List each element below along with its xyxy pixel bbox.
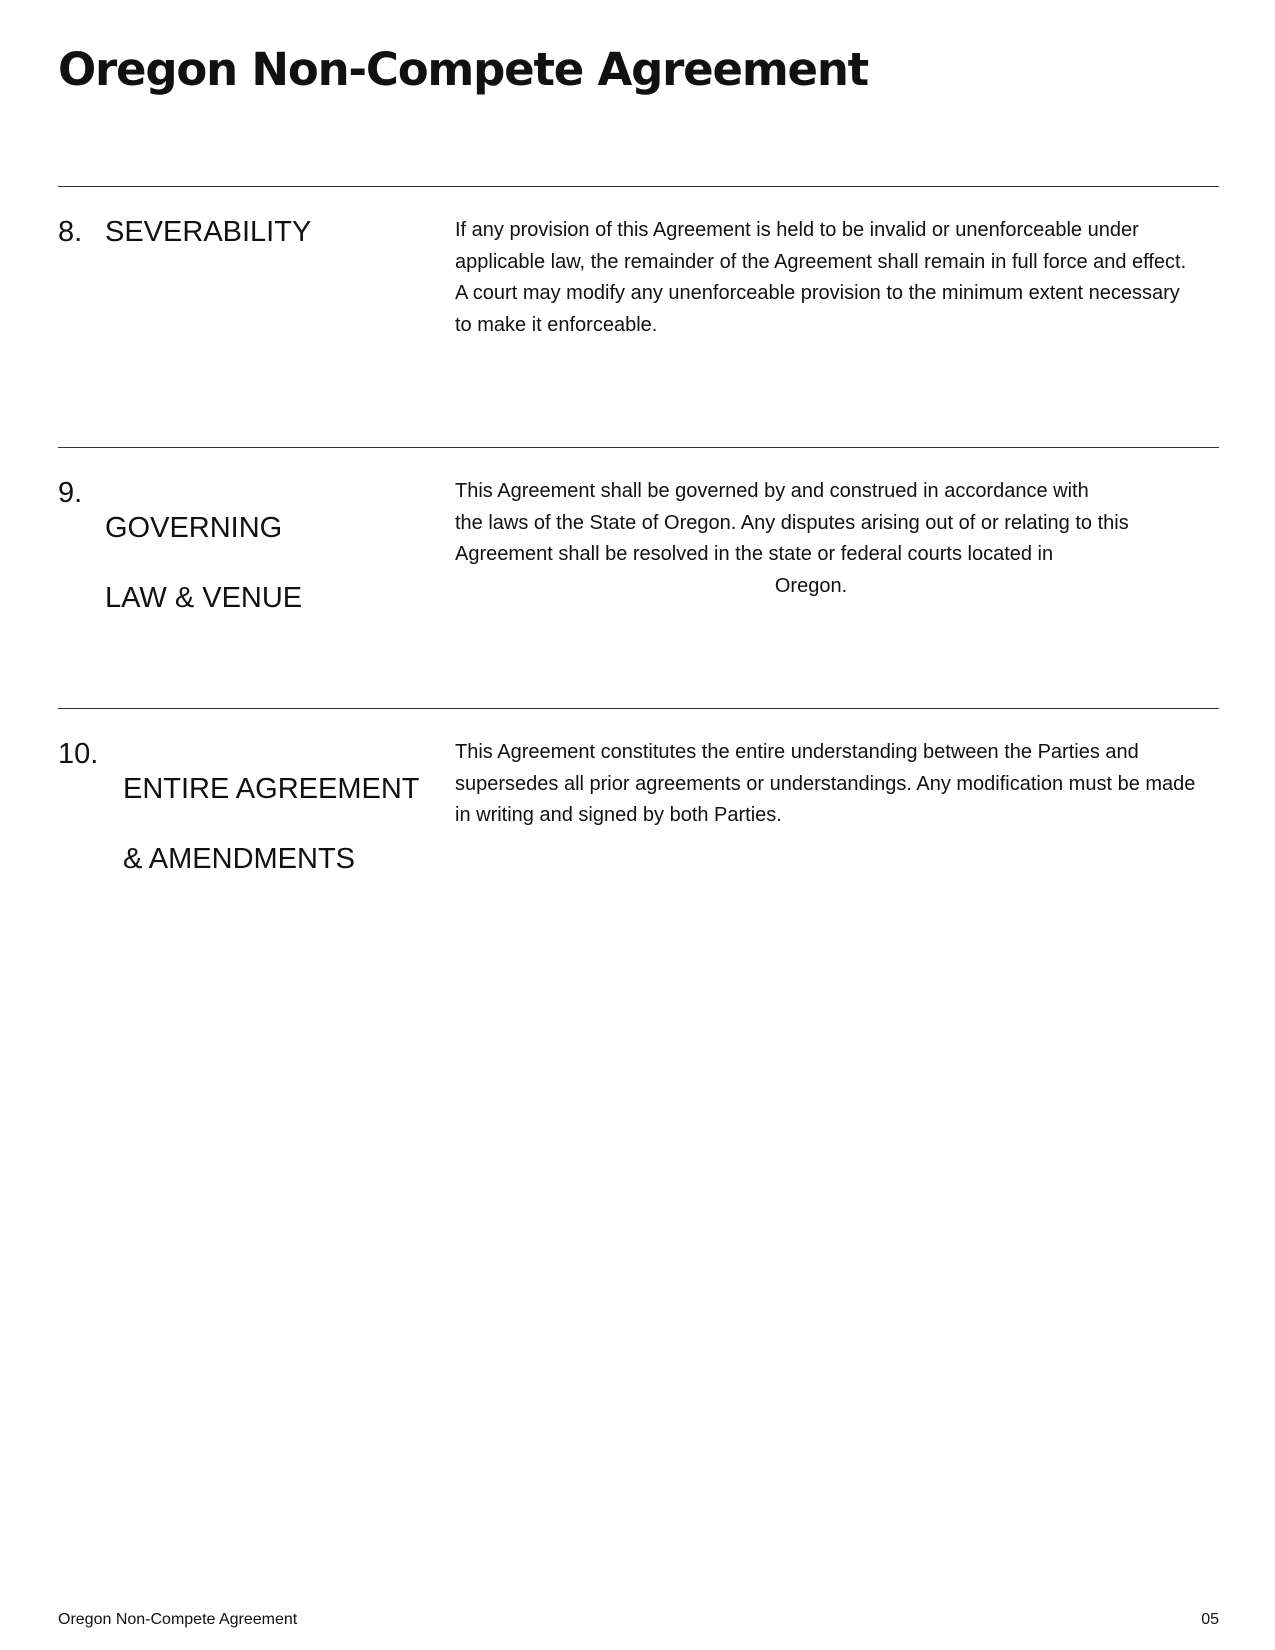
section-heading bbox=[58, 737, 438, 912]
body-line: This Agreement shall be governed by and construed in accordance with bbox=[455, 480, 1089, 502]
body-line: Oregon. bbox=[774, 574, 848, 597]
section-title-line: & AMENDMENTS bbox=[123, 843, 356, 875]
body-line: Agreement shall be resolved in the state or federal courts located in bbox=[455, 543, 1054, 565]
footer-page-number: 05 bbox=[1201, 1611, 1219, 1628]
section-entire-agreement bbox=[58, 708, 1219, 909]
section-heading bbox=[58, 215, 438, 250]
section-heading bbox=[58, 476, 438, 651]
body-line: the laws of the State of Oregon. Any disputes arising out of or relating to this bbox=[455, 511, 1129, 534]
section-title-line: LAW & VENUE bbox=[105, 582, 303, 614]
section-governing-law bbox=[58, 447, 1219, 708]
section-title bbox=[105, 476, 302, 651]
section-body: If any provision of this Agreement is held to be invalid or unenforceable under applicable law, the remainder of the Agreement shall remain in full force and effect. A court may modify any unenforceable provision to the minimum extent necessary to make it enforceable. bbox=[455, 219, 1187, 336]
section-number: 10. bbox=[58, 738, 99, 770]
footer-document-title: Oregon Non-Compete Agreement bbox=[58, 1611, 298, 1628]
section-severability bbox=[58, 186, 1219, 447]
section-title: SEVERABILITY bbox=[105, 216, 312, 248]
section-title-line: GOVERNING bbox=[105, 512, 283, 544]
section-body: This Agreement constitutes the entire understanding between the Parties and supersedes all prior agreements or understandings. Any modification must be made in writing and signed by both Parties. bbox=[455, 741, 1196, 826]
section-number: 9. bbox=[58, 477, 83, 509]
section-body bbox=[455, 476, 1200, 602]
section-title bbox=[123, 737, 420, 912]
section-title-line: ENTIRE AGREEMENT bbox=[123, 773, 420, 805]
page-title: Oregon Non-Compete Agreement bbox=[58, 43, 868, 96]
section-number: 8. bbox=[58, 216, 83, 248]
